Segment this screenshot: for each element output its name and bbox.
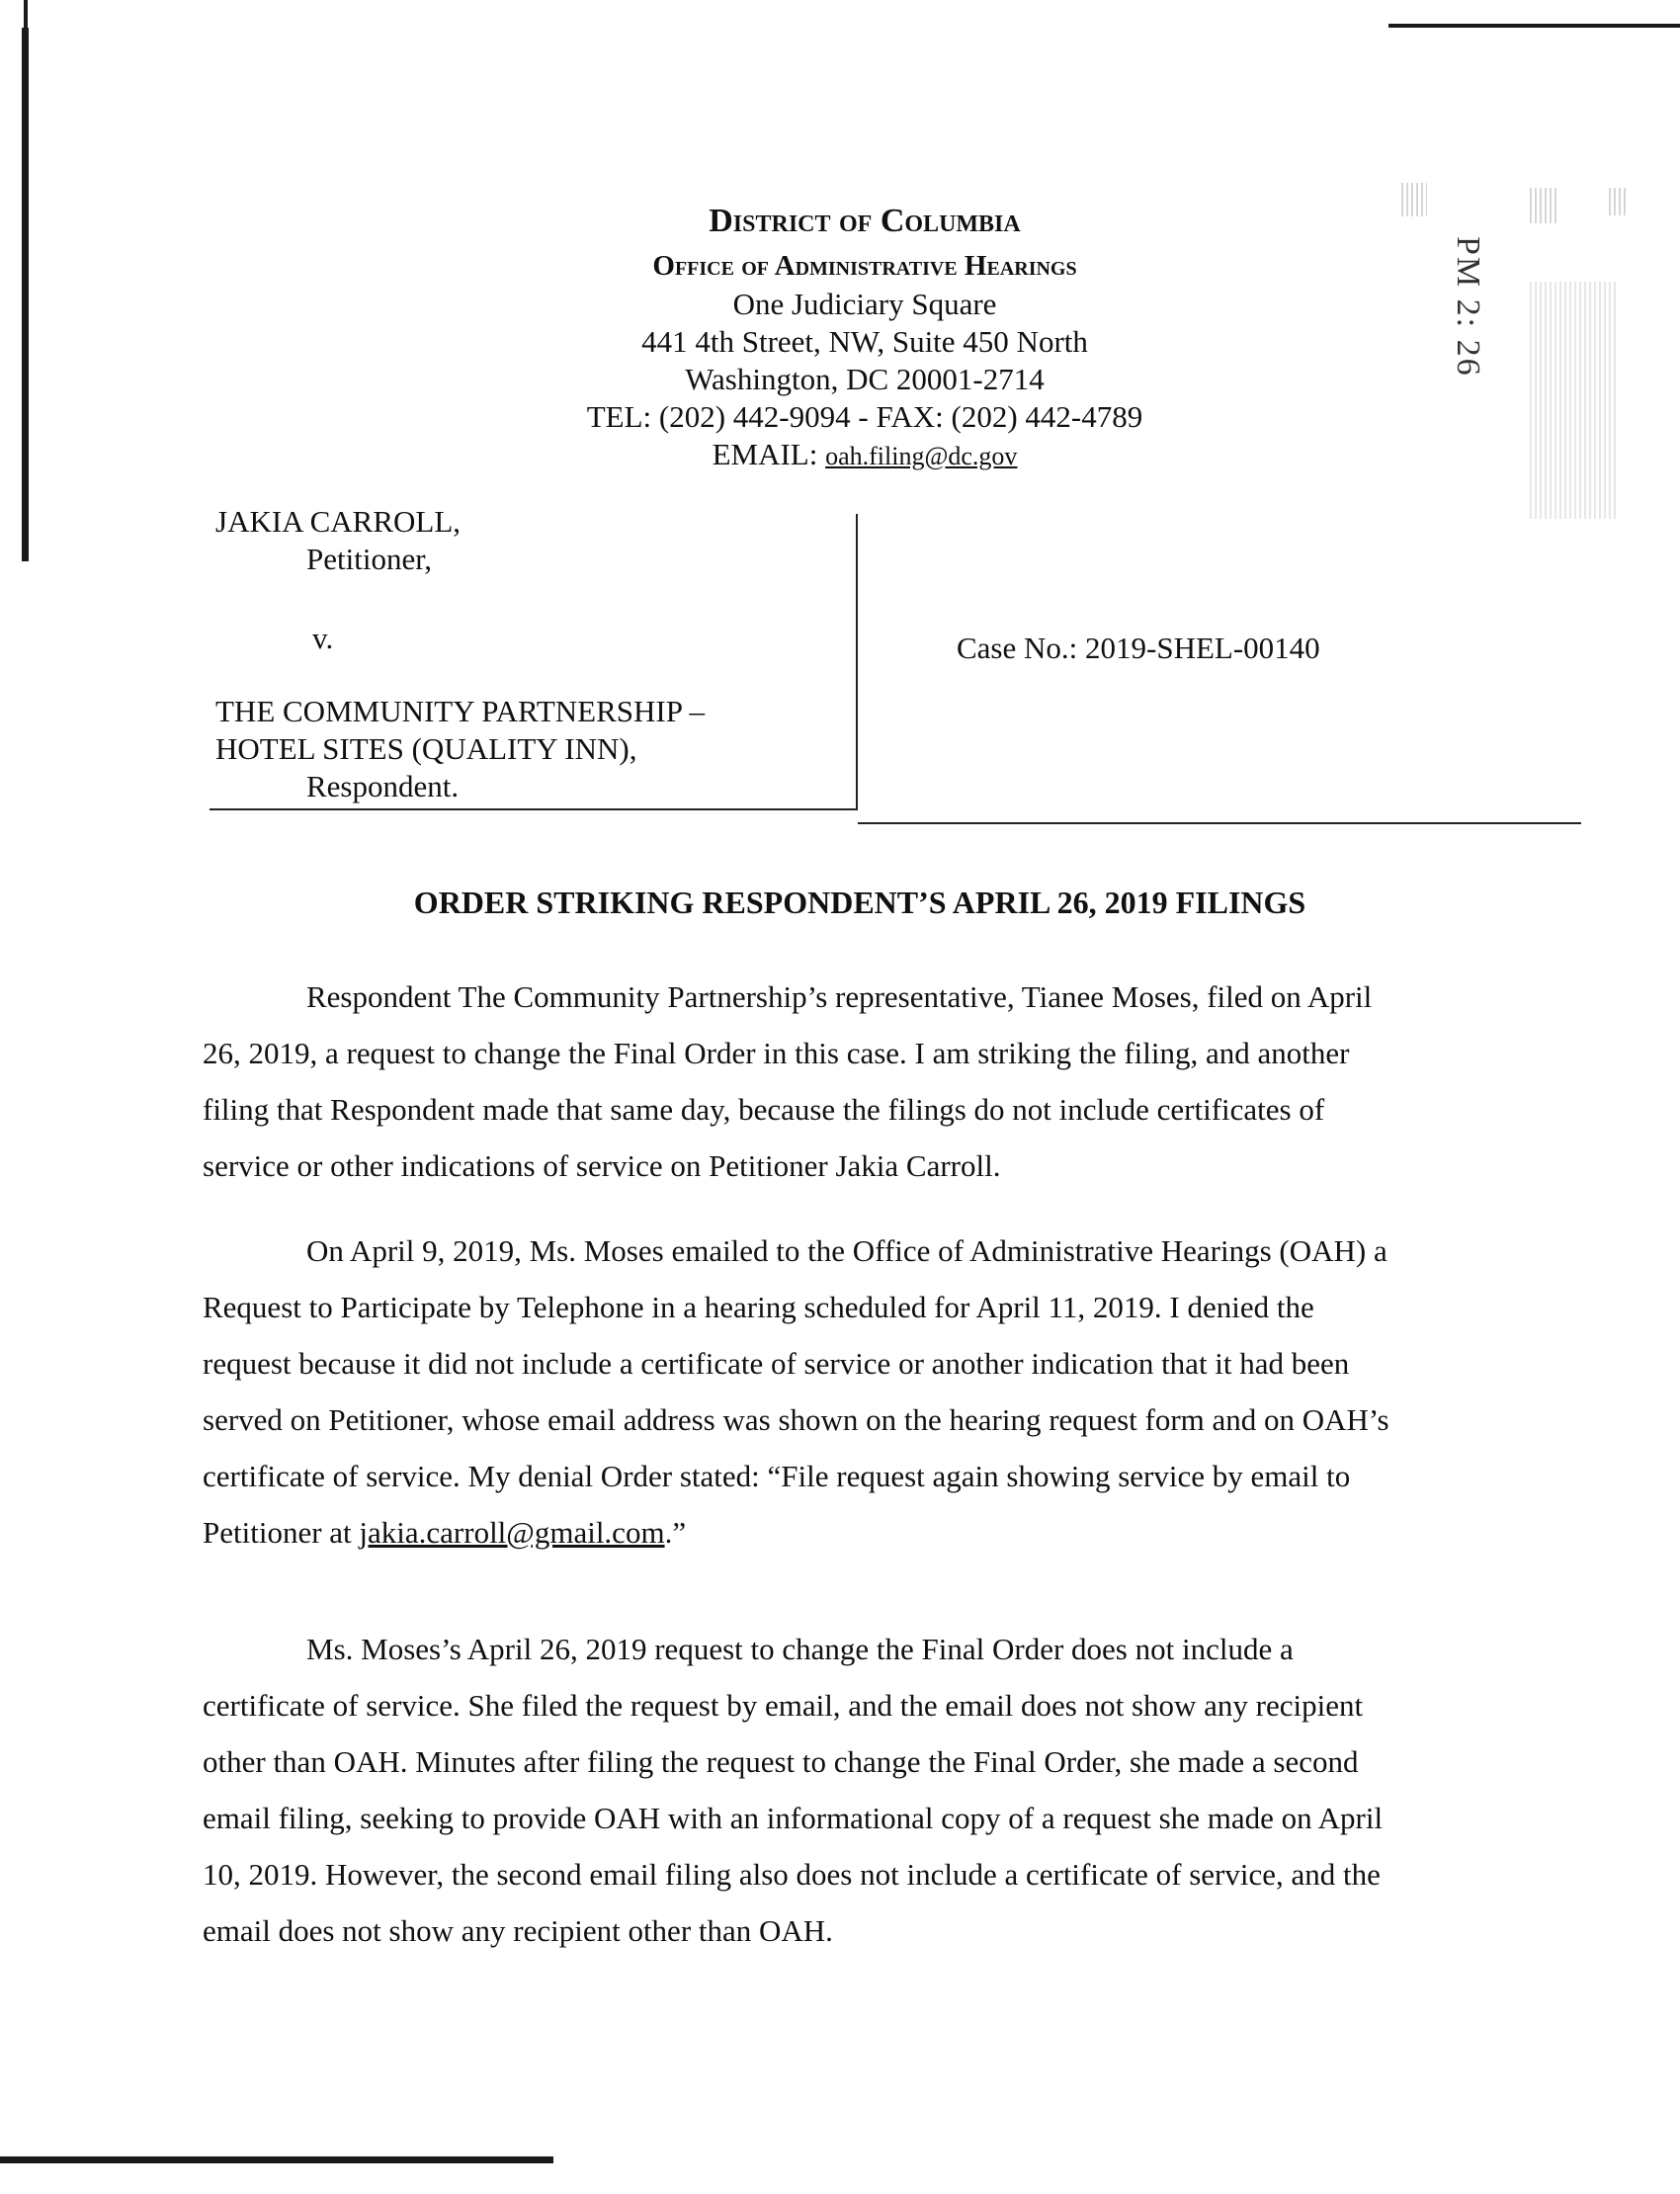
- text-line: served on Petitioner, whose email address was shown on the hearing request form and on OAH’s: [203, 1402, 1389, 1437]
- respondent-name-line: THE COMMUNITY PARTNERSHIP –: [215, 694, 706, 728]
- address-line: One Judiciary Square: [732, 287, 997, 321]
- text-line: Ms. Moses’s April 26, 2019 request to change the Final Order does not include a: [306, 1632, 1294, 1666]
- text-line: Respondent The Community Partnership’s representative, Tianee Moses, filed on April: [306, 979, 1373, 1014]
- scan-edge-mark: [0, 2156, 553, 2163]
- paragraph: [203, 1223, 1487, 1561]
- email-label: EMAIL:: [712, 437, 818, 471]
- text-line: certificate of service. She filed the request by email, and the email does not show any recipient: [203, 1688, 1364, 1723]
- office-name: Office of Administrative Hearings: [652, 250, 1077, 282]
- paragraph: [203, 1621, 1487, 1959]
- caption-divider: [856, 514, 858, 810]
- text-line: other than OAH. Minutes after filing the request to change the Final Order, she made a second: [203, 1744, 1359, 1779]
- filing-stamp: PM 2: 26: [1450, 236, 1486, 378]
- stamp-smudge: [1530, 188, 1557, 223]
- text-line: filing that Respondent made that same day, because the filings do not include certificates of: [203, 1092, 1325, 1127]
- text-line: service or other indications of service on Petitioner Jakia Carroll.: [203, 1148, 1001, 1183]
- scan-edge-mark: [1388, 24, 1680, 28]
- paragraph: [203, 969, 1487, 1194]
- text-fragment: Petitioner at: [203, 1515, 360, 1550]
- text-fragment: .”: [664, 1515, 687, 1550]
- text-line: 26, 2019, a request to change the Final Order in this case. I am striking the filing, and another: [203, 1036, 1350, 1070]
- stamp-smudge: [1609, 188, 1627, 215]
- text-line: request because it did not include a certificate of service or another indication that it had been: [203, 1346, 1350, 1381]
- stamp-smudge: [1401, 183, 1427, 216]
- respondent-role: Respondent.: [306, 769, 460, 803]
- address-line: 441 4th Street, NW, Suite 450 North: [641, 324, 1088, 359]
- versus: v.: [312, 621, 334, 655]
- address-line: Washington, DC 20001-2714: [685, 362, 1045, 396]
- respondent-name-line: HOTEL SITES (QUALITY INN),: [215, 731, 637, 766]
- text-line: email filing, seeking to provide OAH with an informational copy of a request she made on April: [203, 1801, 1384, 1835]
- stamp-smudge: [1530, 282, 1619, 519]
- petitioner-email-link[interactable]: jakia.carroll@gmail.com: [359, 1515, 665, 1550]
- scan-edge-mark: [24, 0, 28, 28]
- text-line: [203, 1504, 1487, 1561]
- order-title: ORDER STRIKING RESPONDENT’S APRIL 26, 2019 FILINGS: [413, 885, 1306, 920]
- petitioner-role: Petitioner,: [306, 542, 433, 576]
- email-link[interactable]: oah.filing@dc.gov: [825, 442, 1018, 470]
- court-name: District of Columbia: [709, 203, 1021, 239]
- phone-fax-line: TEL: (202) 442-9094 - FAX: (202) 442-4789: [586, 399, 1143, 434]
- text-line: 10, 2019. However, the second email filing also does not include a certificate of service, and the: [203, 1857, 1381, 1892]
- text-line: certificate of service. My denial Order stated: “File request again showing service by email to: [203, 1459, 1351, 1493]
- case-number: Case No.: 2019-SHEL-00140: [957, 631, 1320, 665]
- scan-edge-mark: [22, 28, 29, 561]
- petitioner-name: JAKIA CARROLL,: [215, 504, 462, 539]
- text-line: email does not show any recipient other than OAH.: [203, 1913, 833, 1948]
- caption-underline: [858, 822, 1581, 824]
- caption-underline: [210, 808, 858, 810]
- email-line: [494, 436, 1235, 474]
- text-line: On April 9, 2019, Ms. Moses emailed to the Office of Administrative Hearings (OAH) a: [306, 1233, 1387, 1268]
- text-line: Request to Participate by Telephone in a hearing scheduled for April 11, 2019. I denied the: [203, 1290, 1314, 1324]
